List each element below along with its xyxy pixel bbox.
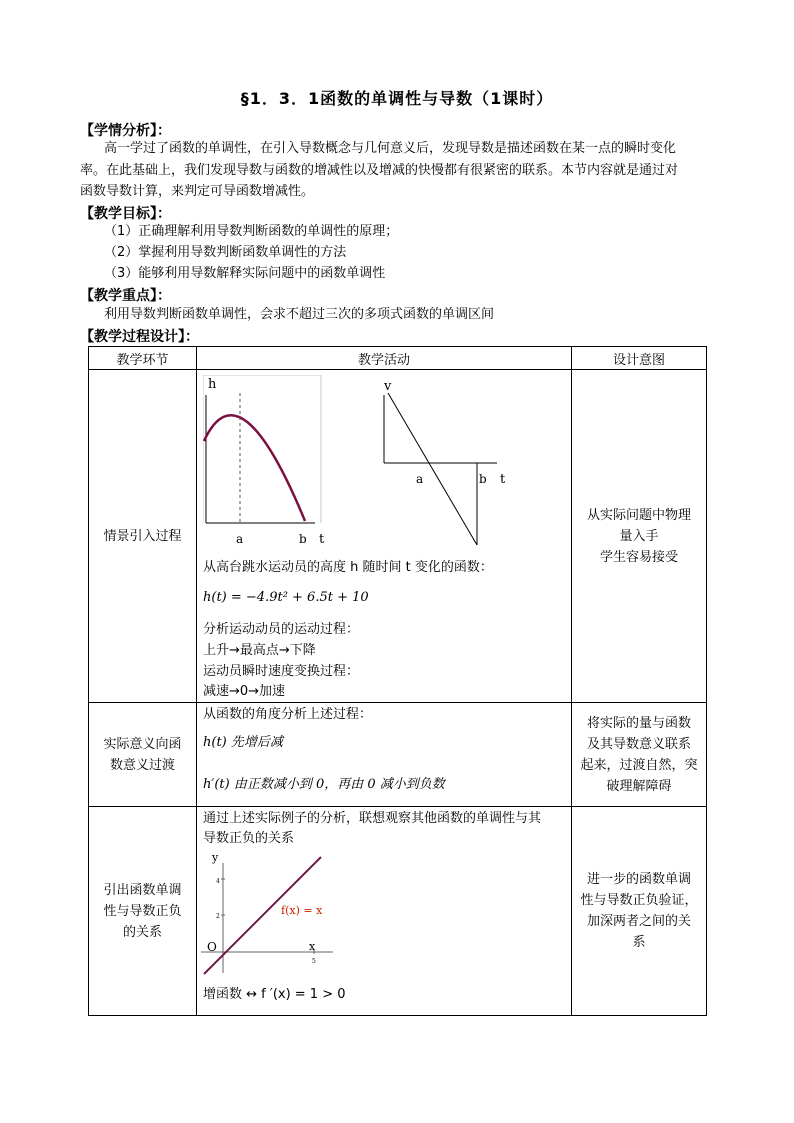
x-label: t (500, 472, 506, 487)
activity-line: 通过上述实际例子的分析，联想观察其他函数的单调性与其 (203, 811, 542, 826)
mark-b: b (479, 472, 487, 486)
y-label: y (212, 851, 219, 864)
function-label: f(x) = x (281, 904, 323, 917)
intent-line: 将实际的量与函数 (586, 715, 691, 731)
height-curve (204, 415, 305, 521)
stage-label: 数意义过渡 (109, 757, 175, 773)
graph-grid (203, 375, 321, 523)
stage-label: 情景引入过程 (103, 528, 182, 544)
activity-line: h(t) 先增后减 (203, 735, 283, 750)
mark-a: a (236, 532, 244, 545)
activity-cell (197, 807, 572, 1016)
goal-item-3: （3）能够利用导数解释实际问题中的函数单调性 (104, 266, 386, 281)
goals-heading: 【教学目标】： (80, 206, 171, 222)
intent-line: 及其导数意义联系 (586, 736, 691, 752)
activity-line: 分析运动动员的运动过程： (203, 622, 360, 637)
linear-function-graph (201, 851, 336, 976)
process-table (88, 346, 707, 1016)
intent-line: 从实际问题中物理 (586, 507, 691, 523)
velocity-time-graph (382, 375, 522, 550)
stage-label: 实际意义向函 (103, 736, 182, 752)
focus-text: 利用导数判断函数单调性，会求不超过三次的多项式函数的单调区间 (104, 307, 495, 322)
analysis-line-1: 高一学过了函数的单调性，在引入导数概念与几何意义后，发现导数是描述函数在某一点的瞬时变化 (104, 141, 677, 156)
x-label: x (309, 940, 316, 953)
intent-cell (572, 703, 707, 807)
intent-cell (572, 370, 707, 703)
table-row (89, 703, 707, 807)
intent-line: 进一步的函数单调 (586, 872, 691, 887)
stage-cell (89, 703, 197, 807)
intent-line: 破理解障碍 (606, 778, 672, 794)
stage-label: 性与导数正负 (103, 903, 182, 919)
intent-line: 起来，过渡自然，突 (580, 757, 698, 773)
height-time-graph (203, 375, 343, 545)
focus-heading: 【教学重点】： (80, 288, 171, 304)
table-header-row (89, 347, 707, 370)
intent-cell (572, 807, 707, 1016)
height-formula: h(t) = −4.9t² + 6.5t + 10 (203, 590, 369, 605)
goal-item-1: （1）正确理解利用导数判断函数的单调性的原理； (104, 224, 399, 239)
intent-line: 性与导数正负验证， (580, 893, 698, 908)
intent-line: 系 (632, 935, 646, 950)
stage-cell (89, 370, 197, 703)
activity-line: 上升→最高点→下降 (203, 643, 316, 658)
x-label: t (319, 532, 325, 545)
increasing-relation: 增函数 ↔ f ′(x) = 1 > 0 (203, 987, 346, 1002)
process-heading: 【教学过程设计】： (80, 329, 199, 345)
activity-line: 导数正负的关系 (203, 831, 295, 846)
table-row (89, 807, 707, 1016)
intent-line: 加深两者之间的关 (586, 914, 691, 929)
activity-line: 从函数的角度分析上述过程： (203, 707, 373, 722)
stage-label: 引出函数单调 (103, 882, 182, 898)
activity-cell (197, 703, 572, 807)
activity-line: 减速→0→加速 (203, 684, 286, 699)
y-label: v (384, 379, 392, 394)
activity-cell (197, 370, 572, 703)
velocity-line (388, 393, 477, 545)
activity-line: h′(t) 由正数减小到 0，再由 0 减小到负数 (203, 777, 445, 792)
mark-a: a (416, 472, 424, 486)
intent-line: 学生容易接受 (599, 549, 678, 565)
mark-b: b (299, 532, 307, 545)
analysis-line-2: 率。在此基础上，我们发现导数与函数的增减性以及增减的快慢都有很紧密的联系。本节内容就是通过对 (80, 163, 679, 178)
analysis-heading: 【学情分析】： (80, 123, 171, 139)
intent-line: 量入手 (619, 528, 659, 544)
stage-label: 的关系 (122, 924, 162, 940)
origin-label: O (207, 940, 217, 954)
analysis-line-3: 函数导数计算，来判定可导函数增减性。 (80, 184, 315, 199)
x-tick-label: 5 (312, 958, 316, 965)
header-stage: 教学环节 (89, 347, 197, 370)
header-intent: 设计意图 (572, 347, 707, 370)
y-label: h (208, 377, 217, 392)
table-row (89, 370, 707, 703)
activity-line: 从高台跳水运动员的高度 h 随时间 t 变化的函数： (203, 560, 493, 575)
y-tick-label: 2 (216, 913, 220, 920)
header-activity: 教学活动 (197, 347, 572, 370)
goal-item-2: （2）掌握利用导数判断函数单调性的方法 (104, 245, 347, 260)
page-title: §1．3．1函数的单调性与导数（1课时） (240, 89, 554, 108)
stage-cell (89, 807, 197, 1016)
y-tick-label: 4 (216, 878, 220, 885)
activity-line: 运动员瞬时速度变换过程： (203, 664, 360, 679)
